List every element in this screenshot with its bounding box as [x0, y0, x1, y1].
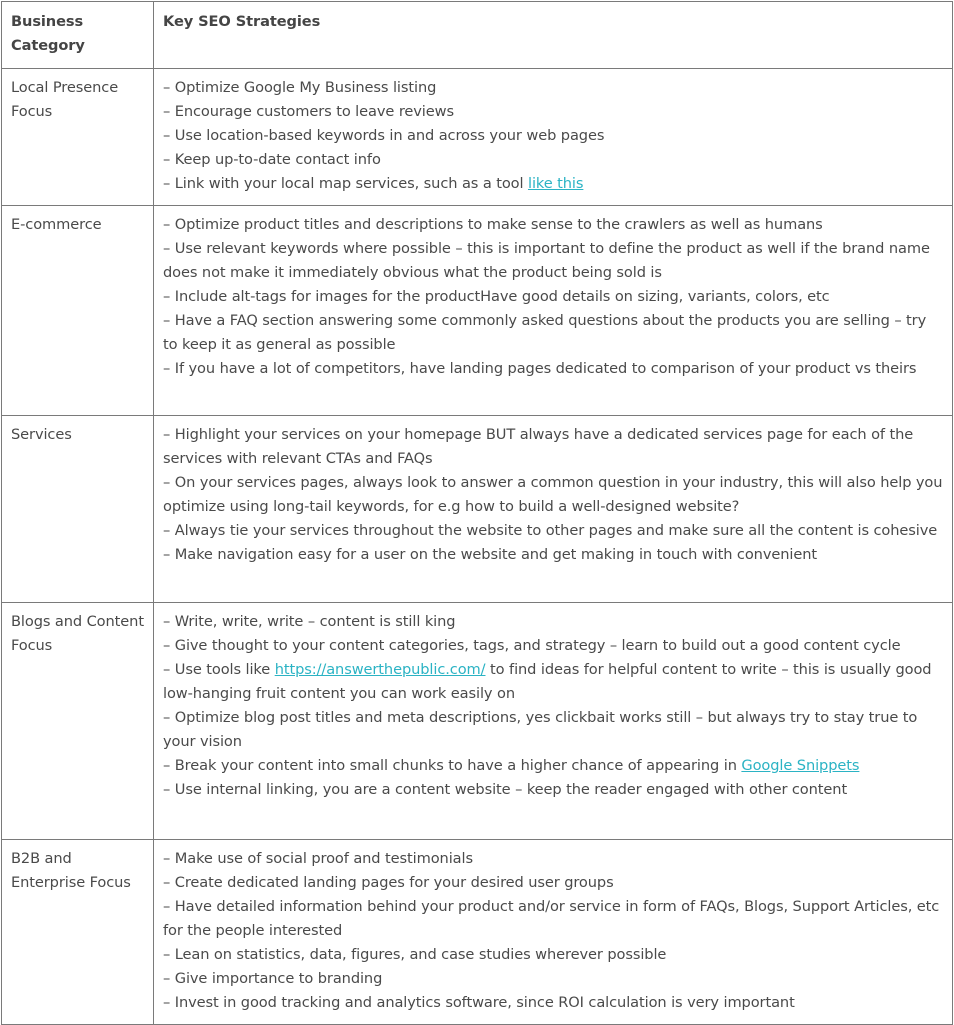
strategy-item: [163, 172, 943, 196]
strategy-item: – Have a FAQ section answering some commonly asked questions about the products you are selling – try to keep it as general as possible: [163, 312, 927, 353]
strategy-item: – Have detailed information behind your product and/or service in form of FAQs, Blogs, Support Articles, etc for the people interested: [163, 898, 940, 939]
strategy-item: – Lean on statistics, data, figures, and case studies wherever possible: [163, 946, 667, 963]
strategies-cell: [154, 840, 953, 1025]
like-this-link[interactable]: like this: [527, 175, 584, 192]
table-row: [2, 69, 953, 206]
google-snippets-link[interactable]: Google Snippets: [741, 757, 860, 774]
strategy-item: – Optimize product titles and descriptions to make sense to the crawlers as well as humans: [163, 216, 823, 233]
strategy-item: – Encourage customers to leave reviews: [163, 103, 454, 120]
category-cell: E-commerce: [2, 206, 154, 416]
strategy-item: – Give thought to your content categories, tags, and strategy – learn to build out a good content cycle: [163, 637, 901, 654]
header-key-seo-strategies: Key SEO Strategies: [154, 2, 953, 69]
strategy-item: [163, 754, 943, 778]
strategy-item: – Optimize Google My Business listing: [163, 79, 437, 96]
strategy-item: [163, 658, 943, 706]
strategy-item: – Invest in good tracking and analytics software, since ROI calculation is very important: [163, 994, 795, 1011]
category-cell: Blogs and Content Focus: [2, 603, 154, 840]
strategy-item: – Optimize blog post titles and meta descriptions, yes clickbait works still – but always try to stay true to your vision: [163, 709, 918, 750]
strategy-item: – Make use of social proof and testimonials: [163, 850, 473, 867]
strategy-item: – If you have a lot of competitors, have landing pages dedicated to comparison of your product vs theirs: [163, 360, 917, 377]
strategy-text: – Break your content into small chunks to have a higher chance of appearing in: [163, 757, 742, 774]
header-business-category: Business Category: [2, 2, 154, 69]
table-row: [2, 603, 953, 840]
strategy-text-after: to find ideas for helpful content to write – this is usually good low-hanging fruit content you can work easily on: [163, 661, 932, 702]
category-cell: Local Presence Focus: [2, 69, 154, 206]
strategy-item: – Highlight your services on your homepage BUT always have a dedicated services page for each of the services with relevant CTAs and FAQs: [163, 426, 914, 467]
category-cell: Services: [2, 416, 154, 603]
strategy-item: – Use internal linking, you are a content website – keep the reader engaged with other content: [163, 781, 848, 798]
strategies-cell: [154, 603, 953, 840]
strategy-item: – Make navigation easy for a user on the website and get making in touch with convenient: [163, 546, 817, 563]
category-cell: B2B and Enterprise Focus: [2, 840, 154, 1025]
strategies-cell: [154, 206, 953, 416]
strategies-cell: [154, 416, 953, 603]
strategy-item: – Always tie your services throughout the website to other pages and make sure all the content is cohesive: [163, 522, 938, 539]
table-row: [2, 206, 953, 416]
seo-strategies-table: [1, 1, 953, 1025]
strategy-item: – Use location-based keywords in and across your web pages: [163, 127, 605, 144]
table-row: [2, 840, 953, 1025]
strategy-text: – Use tools like: [163, 661, 275, 678]
strategy-item: – Give importance to branding: [163, 970, 383, 987]
table-row: [2, 416, 953, 603]
table-header-row: [2, 2, 953, 69]
strategy-item: – On your services pages, always look to answer a common question in your industry, this will also help you optimize using long-tail keywords, for e.g how to build a well-designed website?: [163, 474, 943, 515]
strategy-item: – Create dedicated landing pages for your desired user groups: [163, 874, 614, 891]
strategy-item: – Keep up-to-date contact info: [163, 151, 381, 168]
strategy-text: – Link with your local map services, such as a tool: [163, 175, 528, 192]
strategy-item: – Write, write, write – content is still king: [163, 613, 456, 630]
strategy-item: – Use relevant keywords where possible – this is important to define the product as well if the brand name does not make it immediately obvious what the product being sold is: [163, 240, 930, 281]
answerthepublic-link[interactable]: https://answerthepublic.com/: [274, 661, 486, 678]
strategies-cell: [154, 69, 953, 206]
strategy-item: – Include alt-tags for images for the productHave good details on sizing, variants, colors, etc: [163, 288, 830, 305]
